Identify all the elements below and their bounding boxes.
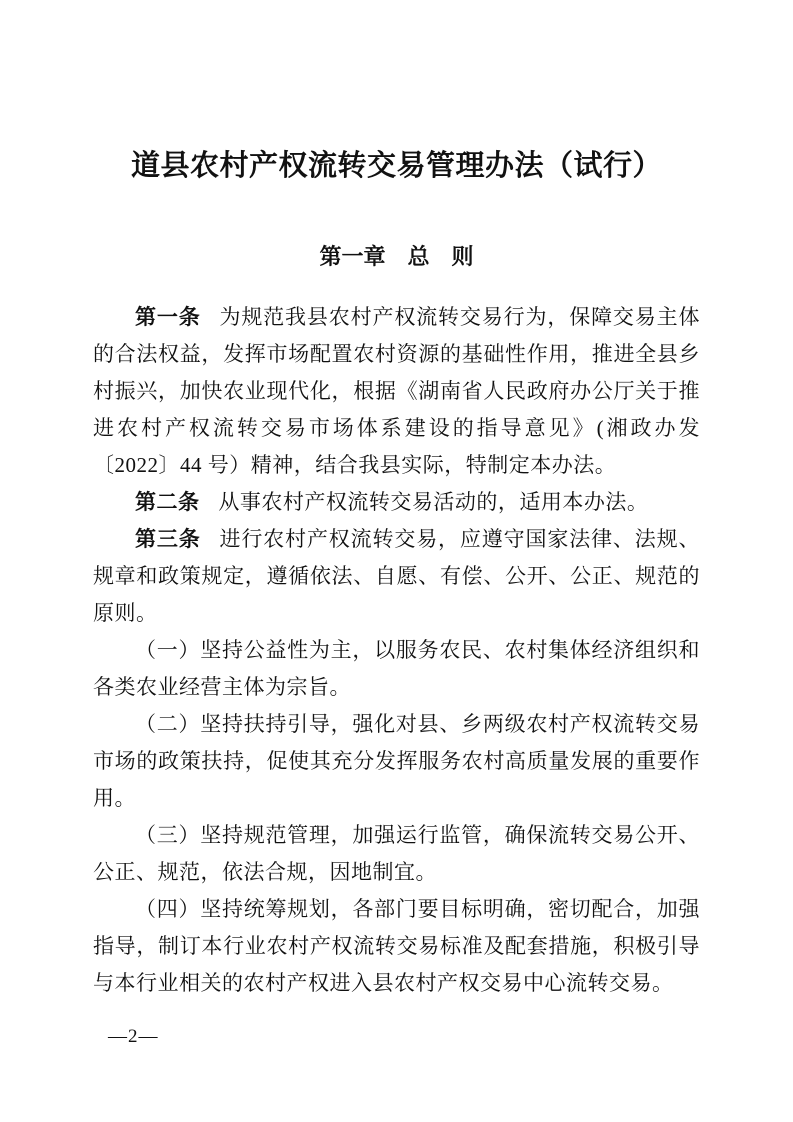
paragraph: [93, 521, 700, 632]
article-number: 第一条: [135, 306, 201, 329]
paragraph-text: （四）坚持统筹规划，各部门要目标明确，密切配合，加强指导，制订本行业农村产权流转交易标准及配套措施，积极引导与本行业相关的农村产权进入县农村产权交易中心流转交易。: [93, 897, 700, 995]
paragraph: [93, 891, 700, 1002]
paragraph: [93, 817, 700, 891]
article-number: 第二条: [135, 491, 200, 514]
document-body: [93, 299, 700, 1002]
document-title: 道县农村产权流转交易管理办法（试行）: [130, 150, 662, 182]
article-number: 第三条: [135, 528, 201, 551]
chapter-heading: 第一章 总 则: [319, 244, 474, 269]
paragraph: [93, 632, 700, 706]
paragraph-text: 从事农村产权流转交易活动的，适用本办法。: [218, 490, 649, 514]
paragraph-text: 进行农村产权流转交易，应遵守国家法律、法规、规章和政策规定，遵循依法、自愿、有偿、公开、公正、规范的原则。: [93, 527, 700, 625]
paragraph-text: 为规范我县农村产权流转交易行为，保障交易主体的合法权益，发挥市场配置农村资源的基础性作用，推进全县乡村振兴，加快农业现代化，根据《湖南省人民政府办公厅关于推进农村产权流转交易市场体系建设的指导意见》(湘政办发〔2022〕44 号）精神，结合我县实际，特制定本办法。: [93, 305, 700, 477]
paragraph: [93, 484, 700, 521]
paragraph-text: （三）坚持规范管理，加强运行监管，确保流转交易公开、公正、规范，依法合规，因地制宜。: [93, 823, 700, 884]
paragraph-text: （二）坚持扶持引导，强化对县、乡两级农村产权流转交易市场的政策扶持，促使其充分发挥服务农村高质量发展的重要作用。: [93, 712, 700, 810]
page-number: —2—: [108, 1026, 159, 1047]
paragraph: [93, 706, 700, 817]
paragraph: [93, 299, 700, 484]
paragraph-text: （一）坚持公益性为主，以服务农民、农村集体经济组织和各类农业经营主体为宗旨。: [93, 638, 700, 699]
